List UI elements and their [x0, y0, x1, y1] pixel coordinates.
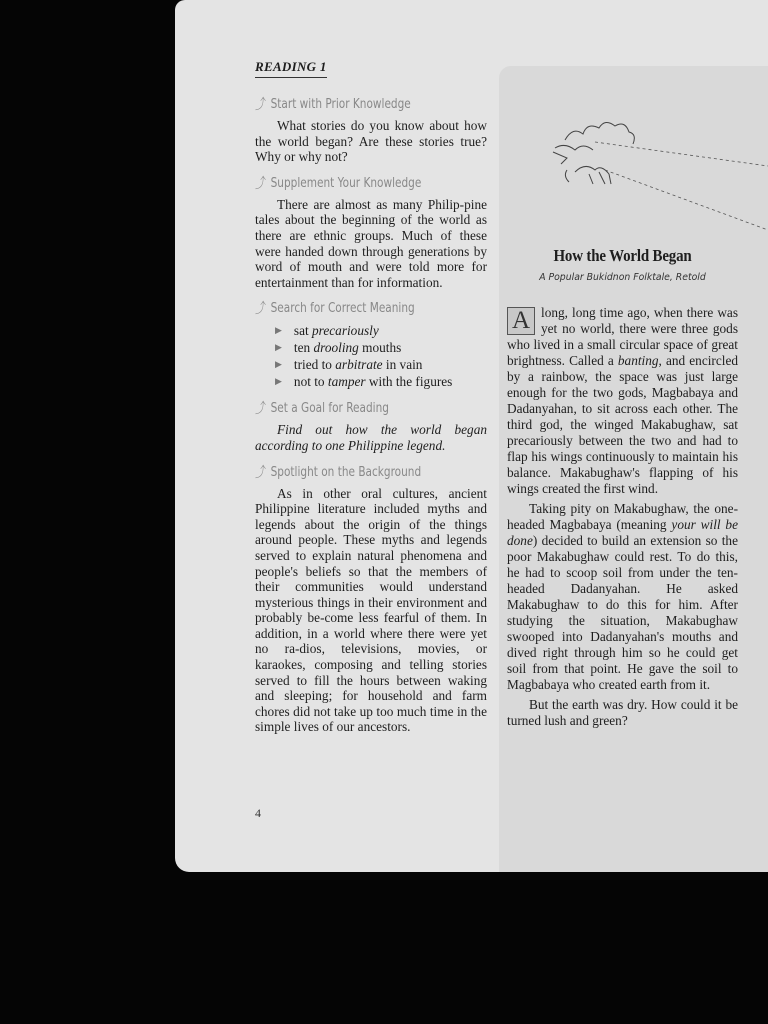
section-heading-text: Search for Correct Meaning	[270, 300, 415, 317]
dropcap-letter: A	[507, 307, 535, 335]
decorative-illustration	[545, 100, 768, 240]
vocab-phrase: ten drooling mouths	[293, 340, 402, 356]
goal-text: Find out how the world began according to one Philippine legend.	[255, 422, 487, 453]
section-heading-meaning	[255, 298, 489, 318]
section-heading-background	[255, 462, 489, 482]
section-heading-text: Set a Goal for Reading	[270, 400, 389, 417]
section-heading-supplement	[255, 173, 489, 193]
section-heading-prior-knowledge	[255, 94, 489, 114]
supplement-text: There are almost as many Philip-pine tales about the beginning of the world as there are ethnic groups. Much of these were handed down through generations by word of mouth and were told more for entertainment than for information.	[255, 196, 487, 290]
page-number: 4	[255, 806, 261, 820]
story-paragraph-1: A long, long time ago, when there was yet no world, there were three gods who lived in a small circular space of great brightness. Called a banting, and encircled by a rainbow, the space was just large enough for the two gods, Magbabaya and Dadanyahan, to sit across each other. The third god, the winged Makabughaw, sat precariously between the two and had to flap his wings continuously to maintain his balance. Makabughaw's flapping of his wings created the first wind.	[507, 305, 738, 496]
triangle-bullet-icon: ▶	[275, 342, 282, 353]
story-title: How the World Began	[553, 246, 692, 265]
story-subtitle: A Popular Bukidnon Folktale, Retold	[539, 272, 706, 283]
story-paragraph-2: Taking pity on Makabughaw, the one-headed Magbabaya (meaning your will be done) decided to build an extension so the poor Makabughaw could rest. To do this, he had to scoop soil from under the ten-headed Dadanyahan. He asked Makabughaw to do this for him. After studying the situation, Makabughaw swooped into Dadanyahan's mouths and dived right through him so he could get soil from that point. He gave the soil to Magbabaya who created earth from it.	[507, 501, 738, 692]
section-heading-text: Spotlight on the Background	[270, 463, 422, 480]
background-text: As in other oral cultures, ancient Philippine literature included myths and legends about the origin of the things around people. These myths and legends served to explain natural phenomena and people's beliefs so that the members of their communities would understand mysterious things in their environment and probably be-come less fearful of them. In addition, in a world where there were yet no ra-dios, televisions, movies, or karaokes, composing and telling stories served to fill the hours between waking and sleeping; for household and farm chores did not take up too much time in the simple lives of our ancestors.	[255, 485, 487, 735]
vocab-phrase: not to tamper with the figures	[293, 374, 453, 390]
triangle-bullet-icon: ▶	[275, 325, 282, 336]
section-heading-goal	[255, 398, 489, 418]
section-heading-text: Supplement Your Knowledge	[270, 174, 422, 191]
arrow-curve-icon: ⤴	[255, 401, 266, 418]
arrow-curve-icon: ⤴	[255, 97, 266, 113]
vocab-phrase: sat precariously	[293, 323, 379, 339]
vocabulary-list	[255, 322, 487, 390]
triangle-bullet-icon: ▶	[275, 376, 282, 387]
triangle-bullet-icon: ▶	[275, 359, 282, 370]
left-column	[255, 58, 487, 735]
arrow-curve-icon: ⤴	[255, 464, 266, 481]
arrow-curve-icon: ⤴	[255, 301, 266, 318]
list-item	[275, 339, 487, 356]
arrow-curve-icon: ⤴	[255, 175, 266, 192]
prior-knowledge-text: What stories do you know about how the world began? Are these stories true? Why or why not?	[255, 118, 487, 165]
story-paragraph-3: But the earth was dry. How could it be turned lush and green?	[507, 697, 738, 728]
list-item	[275, 373, 487, 390]
reading-label: READING 1	[255, 59, 327, 78]
book-page	[175, 0, 768, 872]
vocab-phrase: tried to arbitrate in vain	[293, 357, 423, 373]
list-item	[275, 356, 487, 373]
section-heading-text: Start with Prior Knowledge	[270, 96, 411, 112]
list-item	[275, 322, 487, 339]
story-column	[507, 246, 738, 733]
